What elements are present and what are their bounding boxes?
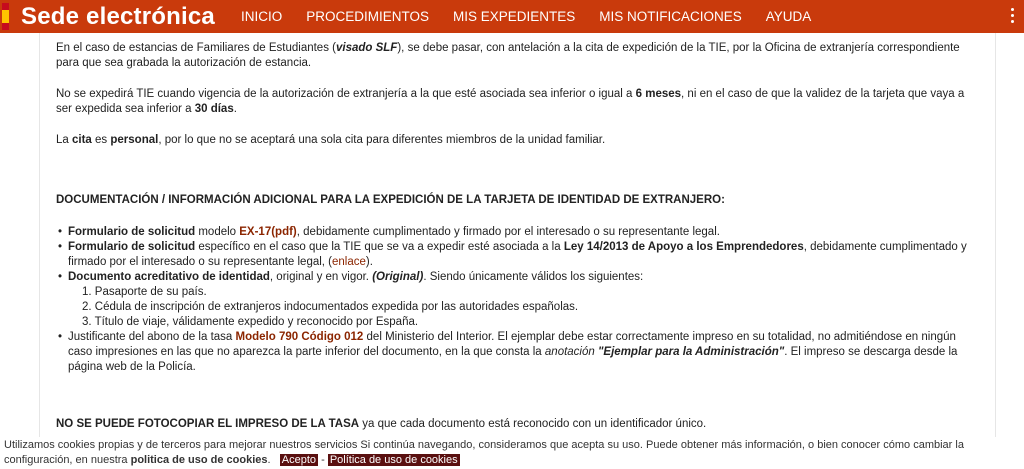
identity-docs-list [68, 285, 980, 330]
documents-list [56, 225, 980, 375]
list-item: • Justificante del abono de la tasa Modelo 790 Código 012 del Ministerio del Interior. El ejemplar debe estar correctamente impreso en su totalidad, no admitiéndose en ningún caso impresiones en las que no aparezca la parte inferior del documento, en la que consta la anotación "Ejemplar para la Administración". El impreso se descarga desde la página web de la Policía. [68, 330, 980, 375]
list-item: 3. Título de viaje, válidamente expedido y reconocido por España. [82, 316, 419, 328]
enlace-link[interactable]: enlace [332, 256, 366, 268]
nav-inicio[interactable]: INICIO [240, 9, 283, 24]
nav-mis-notificaciones[interactable]: MIS NOTIFICACIONES [599, 9, 742, 24]
paragraph-cita: La cita es personal, por lo que no se aceptará una sola cita para diferentes miembros de la unidad familiar. [56, 134, 606, 146]
nav-ayuda[interactable]: AYUDA [765, 9, 812, 24]
site-brand[interactable]: Sede electrónica [21, 2, 215, 30]
nav-mis-expedientes[interactable]: MIS EXPEDIENTES [453, 9, 576, 24]
main-nav [229, 9, 823, 24]
nav-procedimientos[interactable]: PROCEDIMIENTOS [306, 9, 429, 24]
list-item: 1. Pasaporte de su país. [82, 286, 207, 298]
list-item: • Formulario de solicitud específico en el caso que la TIE que se va a expedir esté asociada a la Ley 14/2013 de Apoyo a los Emprendedores, debidamente cumplimentado y firmado por el interesado o su representante legal, (enlace). [68, 240, 980, 270]
cookie-text: Utilizamos cookies propias y de terceros para mejorar nuestros servicios Si continúa navegando, consideramos que acepta su uso. Puede obtener más información, o bien conocer cómo cambiar la configuración, en nuestra politica de uso de cookies. Acepto - Política de uso de cookies [4, 439, 964, 466]
paragraph-slf: En el caso de estancias de Familiares de Estudiantes (visado SLF), se debe pasar, con antelación a la cita de expedición de la TIE, por la Oficina de extranjería correspondiente para que sea grabada la autorización de estancia. [56, 42, 960, 69]
photocopy-warning: NO SE PUEDE FOTOCOPIAR EL IMPRESO DE LA TASA ya que cada documento está reconocido con un identificador único. [56, 418, 707, 430]
list-item: • Documento acreditativo de identidad, original y en vigor. (Original). Siendo únicamente válidos los siguientes: 1. Pasaporte de su país. 2. Cédula de inscripción de extranjeros indocumentados expedida por las autoridades españolas. 3. Título de viaje, válidamente expedido y reconocido por España. [68, 270, 980, 330]
list-item: 2. Cédula de inscripción de extranjeros indocumentados expedida por las autoridades españolas. [82, 301, 579, 313]
paragraph-vigencia: No se expedirá TIE cuando vigencia de la autorización de extranjería a la que esté asociada sea inferior o igual a 6 meses, ni en el caso de que la validez de la tarjeta que vaya a ser expedida sea inferior a 30 días. [56, 88, 965, 115]
top-navigation-bar [0, 0, 1024, 33]
accept-cookies-button[interactable]: Acepto [281, 454, 317, 466]
cookie-banner [0, 437, 1024, 469]
list-item: • Formulario de solicitud modelo EX-17(pdf), debidamente cumplimentado y firmado por el interesado o su representante legal. [68, 225, 980, 240]
section-heading: DOCUMENTACIÓN / INFORMACIÓN ADICIONAL PARA LA EXPEDICIÓN DE LA TARJETA DE IDENTIDAD DE EXTRANJERO: [56, 194, 725, 206]
ex17-pdf-link[interactable]: EX-17(pdf) [239, 226, 297, 238]
more-menu-icon[interactable] [1011, 8, 1014, 23]
modelo-790-link[interactable]: Modelo 790 Código 012 [235, 331, 364, 343]
content-panel [39, 33, 996, 437]
spain-flag-icon [2, 3, 9, 30]
cookie-policy-button[interactable]: Política de uso de cookies [329, 454, 458, 466]
cookie-policy-link[interactable]: politica de uso de cookies [130, 454, 268, 466]
